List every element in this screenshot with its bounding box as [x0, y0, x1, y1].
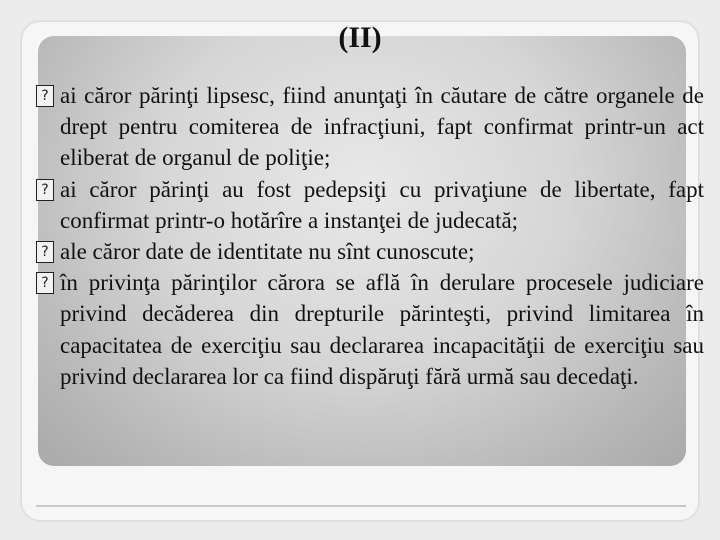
bullet-box-icon: ? [36, 241, 54, 263]
bullet-item [36, 174, 704, 236]
bullet-text: ai căror părinţi au fost pedepsiţi cu privaţiune de libertate, fapt confirmat printr-o hotărîre a instanţei de judecată; [60, 176, 704, 233]
bullet-item [36, 236, 704, 267]
bullet-item [36, 80, 704, 174]
bottom-divider [36, 505, 686, 507]
bullet-box-icon: ? [36, 85, 54, 107]
bullet-text: ale căror date de identitate nu sînt cunoscute; [60, 239, 475, 265]
bullet-box-icon: ? [36, 179, 54, 201]
bullet-text: ai căror părinţi lipsesc, fiind anunţaţi în căutare de către organele de drept pentru comiterea de infracţiuni, fapt confirmat printr-un act eliberat de organul de poliţie; [60, 83, 704, 171]
slide-title: (II) [338, 21, 382, 54]
bullet-item [36, 267, 704, 392]
bullet-list [36, 80, 704, 392]
bullet-box-icon: ? [36, 272, 54, 294]
bullet-text: în privinţa părinţilor cărora se află în derulare procesele judiciare privind decăderea din drepturile părinteşti, privind limitarea în capacitatea de exerciţiu sau declararea incapacităţii de exerciţiu sau privind declararea lor ca fiind dispăruţi fără urmă sau decedaţi. [60, 270, 704, 389]
